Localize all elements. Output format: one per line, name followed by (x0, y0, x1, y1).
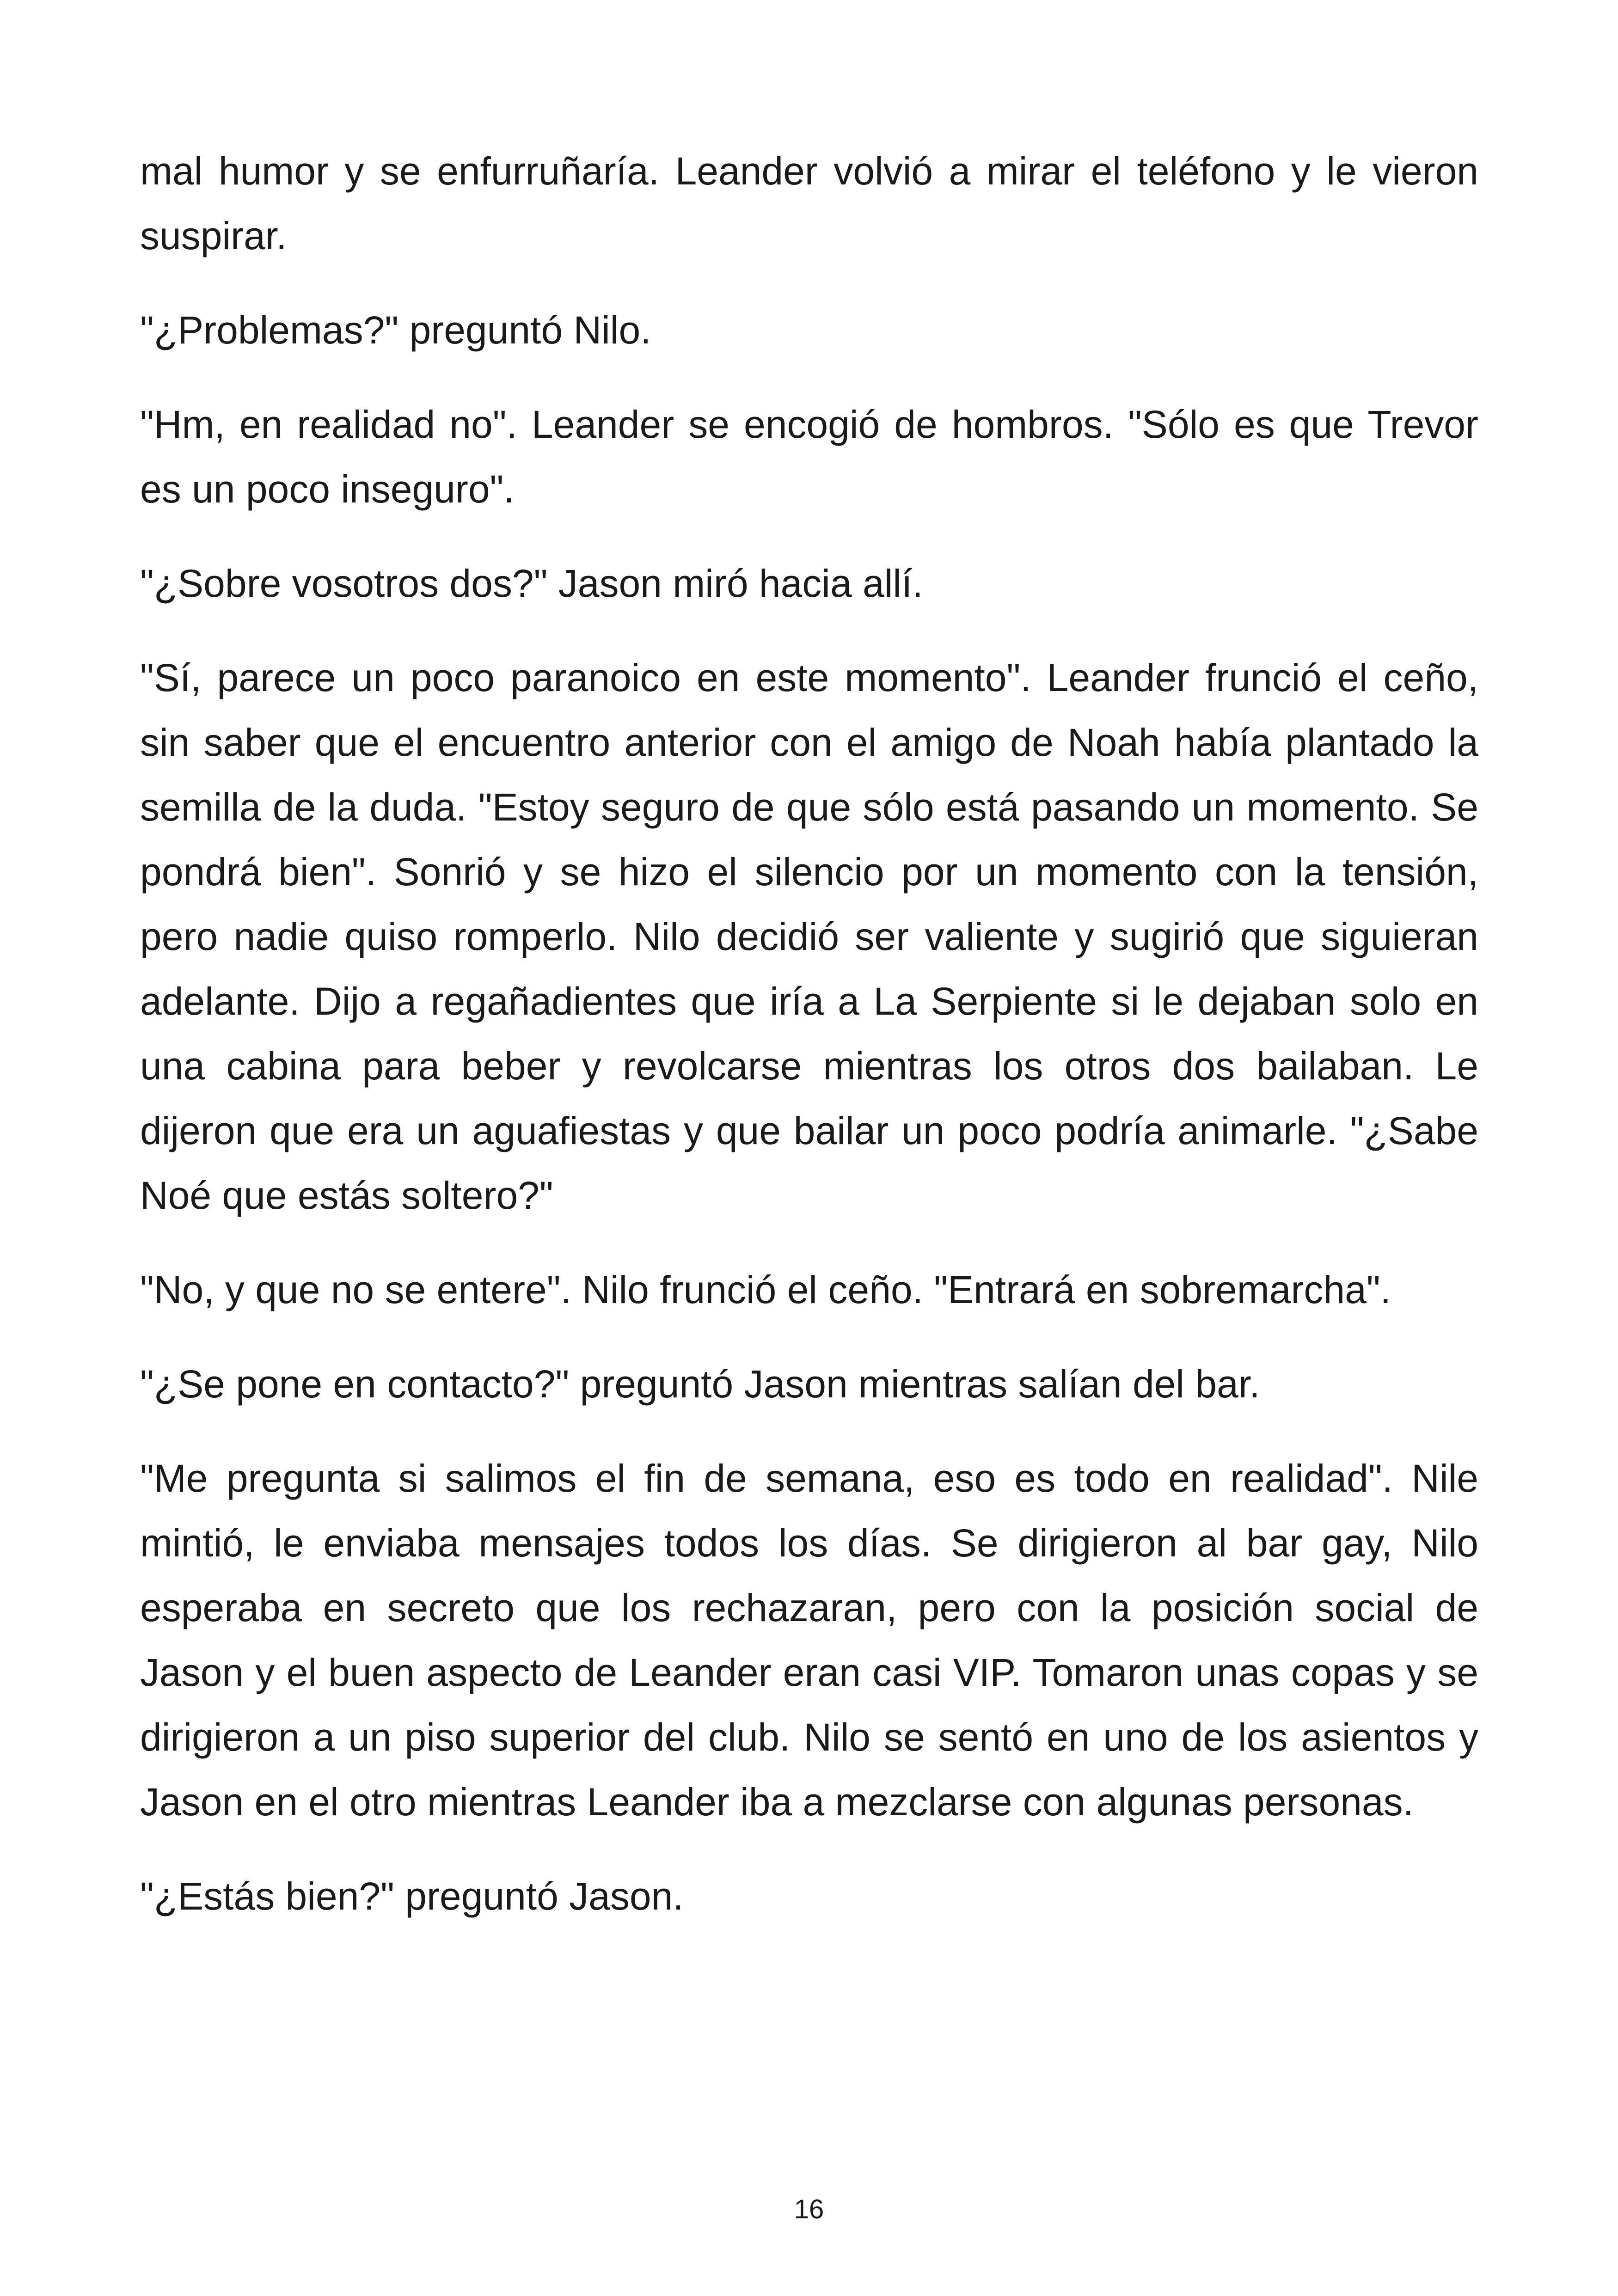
paragraph: "Hm, en realidad no". Leander se encogió de hombros. "Sólo es que Trevor es un poco inseguro". (140, 403, 1478, 511)
page-body (140, 139, 1478, 1958)
paragraph: "¿Se pone en contacto?" preguntó Jason mientras salían del bar. (140, 1362, 1260, 1406)
page-number: 16 (794, 2194, 824, 2224)
paragraph: "¿Sobre vosotros dos?" Jason miró hacia allí. (140, 562, 923, 605)
paragraph: mal humor y se enfurruñaría. Leander volvió a mirar el teléfono y le vieron suspirar. (140, 149, 1478, 257)
paragraph: "Me pregunta si salimos el fin de semana, eso es todo en realidad". Nile mintió, le enviaba mensajes todos los días. Se dirigieron al bar gay, Nilo esperaba en secreto que los rechazaran, pero con la posición social de Jason y el buen aspecto de Leander eran casi VIP. Tomaron unas copas y se dirigieron a un piso superior del club. Nilo se sentó en uno de los asientos y Jason en el otro mientras Leander iba a mezclarse con algunas personas. (140, 1457, 1478, 1824)
paragraph: "¿Problemas?" preguntó Nilo. (140, 308, 651, 352)
paragraph: "Sí, parece un poco paranoico en este momento". Leander frunció el ceño, sin saber que el encuentro anterior con el amigo de Noah había plantado la semilla de la duda. "Estoy seguro de que sólo está pasando un momento. Se pondrá bien". Sonrió y se hizo el silencio por un momento con la tensión, pero nadie quiso romperlo. Nilo decidió ser valiente y sugirió que siguieran adelante. Dijo a regañadientes que iría a La Serpiente si le dejaban solo en una cabina para beber y revolcarse mientras los otros dos bailaban. Le dijeron que era un aguafiestas y que bailar un poco podría animarle. "¿Sabe Noé que estás soltero?" (140, 656, 1478, 1217)
paragraph: "No, y que no se entere". Nilo frunció el ceño. "Entrará en sobremarcha". (140, 1268, 1391, 1311)
paragraph: "¿Estás bien?" preguntó Jason. (140, 1874, 684, 1918)
